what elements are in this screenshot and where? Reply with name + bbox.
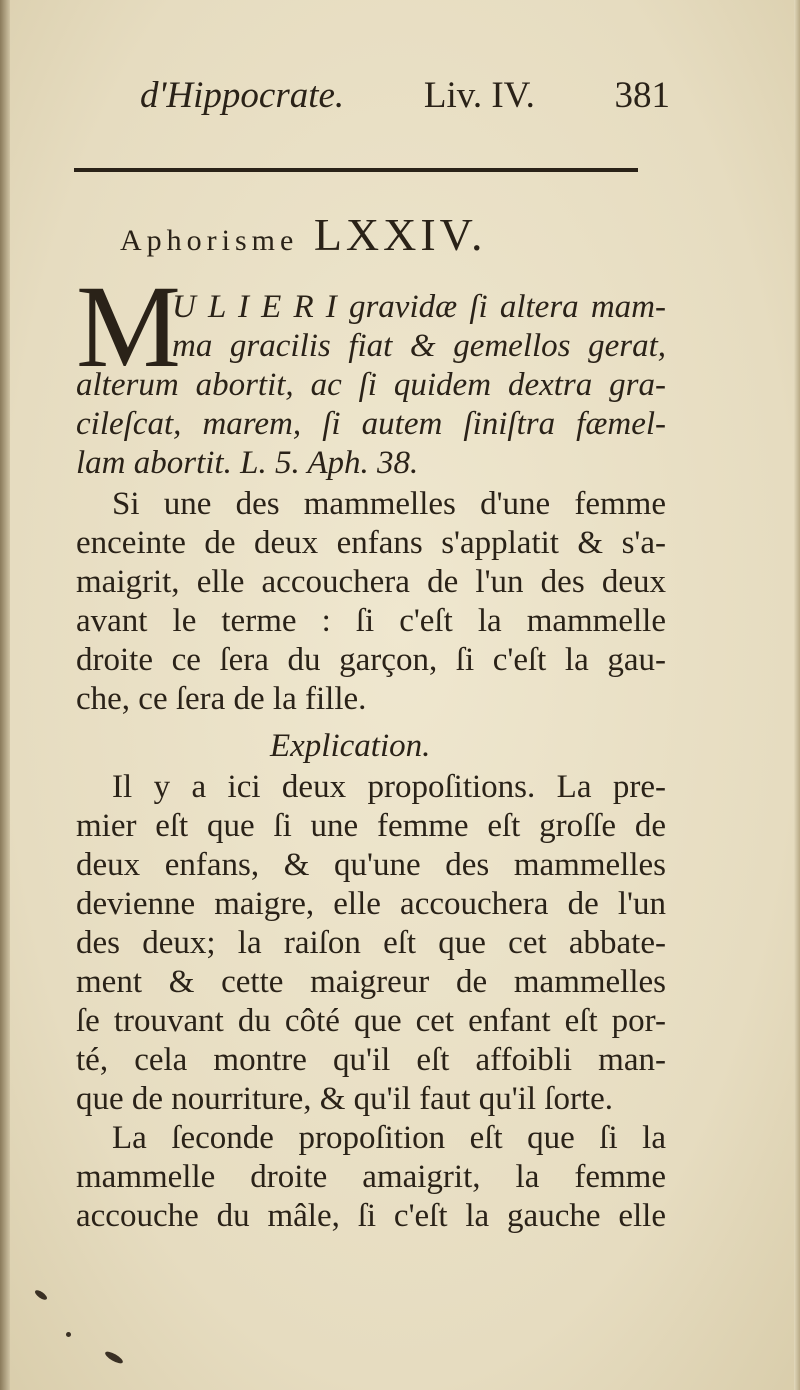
explication-line: deux enfans, & qu'une des mammelles <box>76 847 666 883</box>
french-line: Si une des mammelles d'une femme <box>112 486 666 522</box>
explication-title: Explication. <box>270 728 431 764</box>
explication-line: La ſeconde propoſition eſt que ſi la <box>112 1120 666 1156</box>
french-line: enceinte de deux enfans s'applatit & s'a- <box>76 525 666 561</box>
explication-line: ment & cette maigreur de mammelles <box>76 964 666 1000</box>
latin-aphorism <box>76 288 666 483</box>
explication-line: mammelle droite amaigrit, la femme <box>76 1159 666 1195</box>
explication-line: accouche du mâle, ſi c'eſt la gauche elle <box>76 1198 666 1234</box>
header-rule <box>74 168 638 172</box>
aphorism-heading <box>120 208 640 261</box>
ink-speck <box>34 1289 49 1302</box>
latin-line: alterum abortit, ac ſi quidem dextra gra- <box>76 367 666 403</box>
page-right-edge <box>794 0 800 1390</box>
drop-cap: M <box>76 261 181 392</box>
aphorism-heading-numeral: LXXIV. <box>313 209 487 260</box>
french-line: maigrit, elle accouchera de l'un des deux <box>76 564 666 600</box>
ink-speck <box>104 1349 125 1365</box>
explication-body <box>76 768 666 1236</box>
french-line: droite ce ſera du garçon, ſi c'eſt la gau- <box>76 642 666 678</box>
explication-line: mier eſt que ſi une femme eſt groſſe de <box>76 808 666 844</box>
ink-speck <box>66 1332 71 1337</box>
explication-line: des deux; la raiſon eſt que cet abbate- <box>76 925 666 961</box>
running-head <box>140 74 670 117</box>
page-number: 381 <box>614 75 670 116</box>
page-left-edge <box>0 0 10 1390</box>
french-line: avant le terme : ſi c'eſt la mammelle <box>76 603 666 639</box>
latin-line: U L I E R I gravidæ ſi altera mam- <box>172 289 666 325</box>
latin-line: lam abortit. L. 5. Aph. 38. <box>76 445 419 481</box>
french-translation <box>76 485 666 719</box>
explication-line: té, cela montre qu'il eſt affoibli man- <box>76 1042 666 1078</box>
latin-line: ma gracilis fiat & gemellos gerat, <box>172 328 666 364</box>
explication-line: que de nourriture, & qu'il faut qu'il ſorte. <box>76 1081 614 1117</box>
explication-line: ſe trouvant du côté que cet enfant eſt por- <box>76 1003 666 1039</box>
running-head-work: d'Hippocrate. <box>140 75 345 116</box>
french-line: che, ce ſera de la fille. <box>76 681 367 717</box>
aphorism-heading-word: Aphorisme <box>120 224 299 257</box>
explication-line: devienne maigre, elle accouchera de l'un <box>76 886 666 922</box>
explication-line: Il y a ici deux propoſitions. La pre- <box>112 769 666 805</box>
running-head-book: Liv. IV. <box>423 75 535 116</box>
latin-line: cileſcat, marem, ſi autem ſiniſtra fæmel- <box>76 406 666 442</box>
